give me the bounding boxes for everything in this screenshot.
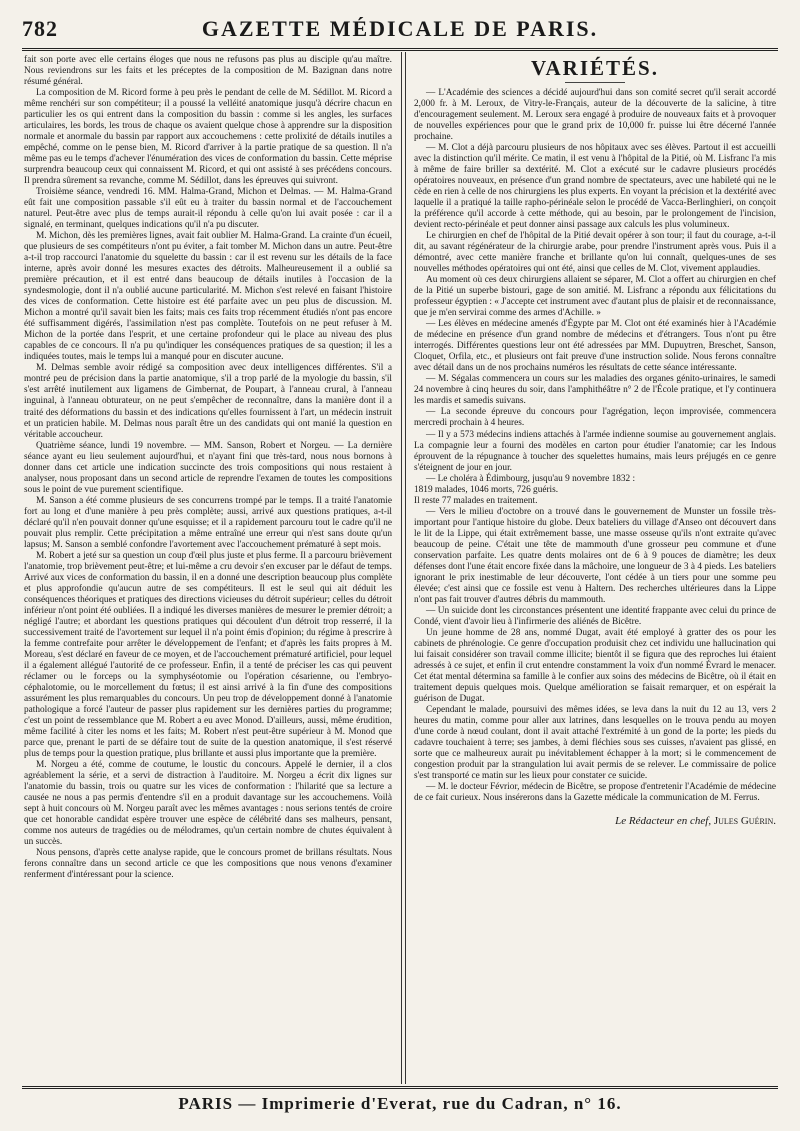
news-item: — L'Académie des sciences a décidé aujourd'hui dans son comité secret qu'il serait accordé 2,000 fr. à M. Leroux, de Vitry-le-Français, auteur de la découverte de la salicine, à titre d'encouragement seulement. M. Leroux sera engagé à produire de nouveaux faits et à provoquer de nouvelles expériences pour que le grand prix de 10,000 fr. puisse lui être décerné l'année prochaine.	[414, 88, 776, 143]
running-title: GAZETTE MÉDICALE DE PARIS.	[201, 16, 599, 41]
paragraph: M. Michon, dès les premières lignes, avait fait oublier M. Halma-Grand. La crainte d'un écueil, que plusieurs de ses compétiteurs n'ont pu éviter, a fait tomber M. Michon dans un autre. Peut-être a-t-il trop raccourci l'anatomie du squelette du bassin : car il est revenu sur les détails de la face interne, après avoir donné les mesures exactes des détroits. Malheureusement il a oublié sa première précaution, et il est entré dans beaucoup de détails inutiles à l'occasion de la syndesmologie, dont il n'a oublié aucune particularité. M. Michon s'est relevé en faisant l'histoire des vices de conformation. Cette histoire est été parfaite avec un peu plus de discussion. M. Michon a montré qu'il savait bien les faits; mais ces faits trop récemment étudiés n'ont pas encore été suffisamment digérés, l'assimilation n'est pas complète. Toutefois on ne peut refuser à M. Michon de la portée dans l'esprit, et une certaine profondeur qui le place au niveau des plus capables de ce concours. Il n'a pu qu'indiquer les conséquences pratiques de sa question; il les a indiquées toutes, mais le temps lui a manqué pour en discuter aucune.	[24, 231, 392, 363]
left-column	[24, 55, 392, 1081]
paragraph: M. Norgeu a été, comme de coutume, le loustic du concours. Appelé le dernier, il a clos agréablement la série, et a servi de distraction à l'auditoire. M. Norgeu a écrit dix lignes sur l'anatomie du bassin, trois ou quatre sur les vices de conformation : l'hilarité que sa lecture a causée ne nous a pas permis d'entendre s'il en a produit davantage sur les accouchemens. Voilà sept à huit concours où M. Norgeu paraît avec les mêmes avantages : nous serions tentés de croire que cet honorable candidat espère trouver une espèce de célébrité dans ses malheurs, pensant, comme nos auteurs de tragédies ou de mélodrames, qu'un certain nombre de chutes équivalent à un succès.	[24, 760, 392, 848]
cholera-stats-line: 1819 malades, 1046 morts, 726 guéris.	[414, 484, 559, 495]
news-item: — Vers le milieu d'octobre on a trouvé dans le gouvernement de Munster un fossile très-important pour l'antique histoire du globe. Deux bateliers du village d'Anseo ont découvert dans le lit de la Lippe, qui était extrêmement basse, une masse osseuse qu'ils n'ont extraite qu'avec beaucoup de peine. C'était une tête de mammouth d'une grosseur peu commune et d'une conservation parfaite. Les quatre dents molaires ont de 6 à 9 pouces de diamètre; les deux défenses dont l'une était encore fixée dans la mâchoire, une longueur de 3 à 4 pieds. Les bateliers ignorant le prix inestimable de leur découverte, l'ont cédée à un tiers pour une somme peu élevée; c'est ainsi que ce fossile est venu à Haltern. Des recherches ultérieures dans la Lippe n'ont pas fait trouver d'autres débris du mammouth.	[414, 506, 776, 605]
news-item: — Un suicide dont les circonstances présentent une identité frappante avec celui du prince de Condé, vient d'avoir lieu à l'infirmerie des aliénés de Bicêtre.	[414, 605, 776, 627]
news-item: Au moment où ces deux chirurgiens allaient se séparer, M. Clot a offert au chirurgien en chef de la Pitié un superbe bistouri, gage de son amitié. M. Lisfranc a répondu aux félicitations du professeur égyptien : « J'accepte cet instrument avec d'autant plus de plaisir et de reconnaissance, que je m'en servirai comme des armes d'Achille. »	[414, 275, 776, 319]
paragraph: fait son porte avec elle certains éloges que nous ne refusons pas plus au disciple qu'au maître. Nous reviendrons sur les faits et les préceptes de la composition de M. Bazignan dans notre résumé général.	[24, 55, 392, 88]
page-header	[22, 16, 778, 44]
news-item: — M. Ségalas commencera un cours sur les maladies des organes génito-urinaires, le samedi 24 novembre à cinq heures du soir, dans l'amphithéâtre n° 2 de l'École pratique, et l'y continuera les mardis et samedis suivans.	[414, 374, 776, 407]
news-item: Cependant le malade, poursuivi des mêmes idées, se leva dans la nuit du 12 au 13, vers 2 heures du matin, comme pour aller aux latrines, dans lesquelles on le trouva pendu au moyen d'une corde à nœud coulant, dont il avait attaché l'extrémité à un gond de la porte; les pieds du cadavre touchaient à terre; ses jambes, à demi fléchies sous ses cuisses, n'avaient pas glissé, en sorte que ce malheureux aurait pu inévitablement échapper à la mort; si le commencement de congestion produit par la strangulation lui avait permis de se relever. Le commissaire de police s'est transporté ce matin sur les lieux pour constater ce suicide.	[414, 704, 776, 781]
paragraph: Quatrième séance, lundi 19 novembre. — MM. Sanson, Robert et Norgeu. — La dernière séance ayant eu lieu seulement aujourd'hui, et n'ayant fini que très-tard, nous nous bornons à donner dans cet article une indication succincte des trois compositions qui nous restaient à analyser, nous proposant dans un second article de reprendre l'examen de toutes les compositions sous le point de vue purement scientifique.	[24, 440, 392, 495]
paragraph: M. Robert a jeté sur sa question un coup d'œil plus juste et plus ferme. Il a parcouru brièvement l'anatomie, trop brièvement peut-être; et lui-même a cru devoir s'en excuser par le défaut de temps. Arrivé aux vices de conformation du bassin, il en a donné une description beaucoup plus complète et plus approfondie qu'aucun autre de ses compétiteurs. Il est le seul qui ait déduit les conséquences théoriques et pratiques des directions vicieuses du détroit supérieur; celles du détroit inférieur n'ont point été oubliées. Il a indiqué les diverses manières de mesurer le premier détroit; a négligé l'autre; et abordant les questions pratiques qui découlent d'un détroit trop resserré, il la successivement traité de l'avortement sur lequel il n'a point émis d'opinion; du régime à prescrire à la femme contrefaite pour arrêter le développement de l'enfant; et d'après les faits propres à M. Moreau, s'est déclaré en faveur de ce moyen, et de l'accouchement prématuré artificiel, pour lequel il a également allégué l'autorité de ce professeur. Enfin, il a tenté de préciser les cas qui peuvent réclamer ou le forceps ou la symphyséotomie ou l'opération césarienne, ou l'embryo-céphalotomie, ou le morcellement du fœtus; il est ainsi arrivé à la fin d'une des compositions assurément les plus remarquables du concours. Un peu trop de développement donné à l'anatomie pathologique a forcé l'auteur de passer plus rapidement sur les dernières parties du programme; c'est un point de ressemblance que M. Robert a eu avec Monod. D'ailleurs, aussi, même érudition, même facilité à citer les noms et les faits; M. Robert n'est peut-être supérieur à M. Monod que parce que, prenant le parti de se défaire tout de suite de la question anatomique, il s'est réservé plus de temps pour la question pratique, plus brillante et aussi plus importante que la première.	[24, 550, 392, 759]
news-item: — M. le docteur Févrior, médecin de Bicêtre, se propose d'entretenir l'Académie de médecine de ce fait curieux. Nous insérerons dans la Gazette médicale la communication de M. Ferrus.	[414, 782, 776, 804]
column-divider	[401, 52, 406, 1084]
footer-rule	[22, 1086, 778, 1089]
news-item: — Les élèves en médecine amenés d'Égypte par M. Clot ont été examinés hier à l'Académie de médecine en présence d'un grand nombre de médecins et d'étrangers. Tous n'ont pu être interrogés. Différentes questions leur ont été adressées par MM. Dupuytren, Breschet, Sanson, Cloquet, Orfila, etc., et plusieurs ont fait preuve d'une instruction solide. Nous ferons connaître avec détail dans un de nos prochains numéros les résultats de cette séance intéressante.	[414, 319, 776, 374]
paragraph: M. Delmas semble avoir rédigé sa composition avec deux intelligences différentes. S'il a montré peu de précision dans la partie anatomique, s'il a trop parlé de la myologie du bassin, s'il s'est arrêté inutilement aux ligamens de Gimbernat, de Poupart, à l'anneau crural, à l'anneau inguinal, à l'anneau obturateur, on ne peut s'empêcher de reconnaître, dans la manière dont il a traité des déformations du bassin et des indications qu'elles fournissent à l'art, un médecin instruit et un praticien habile. M. Delmas nous paraît être un des candidats qui ont manié la question en véritable accoucheur.	[24, 363, 392, 440]
paragraph: Nous pensons, d'après cette analyse rapide, que le concours promet de brillans résultats. Nous ferons connaître dans un second article ce que les compositions que nous venons d'examiner renferment d'intéressant pour la science.	[24, 848, 392, 881]
section-title: VARIÉTÉS.	[531, 56, 659, 80]
news-item: — Le choléra à Édimbourg, jusqu'au 9 novembre 1832 :	[426, 473, 636, 484]
paragraph: M. Sanson a été comme plusieurs de ses concurrens trompé par le temps. Il a traité l'anatomie fort au long et d'une manière à peu près complète; aussi, arrivé aux questions pratiques, a-t-il déclaré qu'il n'en pouvait donner qu'une esquisse; et il a rapidement parcouru tout le cadre qu'il ne pouvait plus remplir. Cette précipitation a même entraîné une erreur qui n'est sans doute qu'un lapsus; M. Sanson a semblé confondre l'avortement avec l'accouchement prématuré à sept mois.	[24, 495, 392, 550]
editor-signature	[414, 816, 776, 827]
signature-name: Jules Guérin.	[713, 815, 776, 828]
news-item: Un jeune homme de 28 ans, nommé Dugat, avait été employé à gratter des os pour les cabinets de phrénologie. Ce genre d'occupation produisit chez cet individu une hallucination qui lui faisait considérer son travail comme illicite; bientôt il se figura que des reproches lui étaient adressés à ce sujet, et enfin il crut entendre constamment la voix d'un nommé Évrard le menacer. Cet état mental détermina sa famille à le confier aux soins des médecins de Bicêtre, où il était en traitement depuis quelques mois. Quelque amélioration se faisait remarquer, et on espérait la guérison de Dugat.	[414, 627, 776, 704]
cholera-stats-line: Il reste 77 malades en traitement.	[414, 495, 538, 506]
news-item: — M. Clot a déjà parcouru plusieurs de nos hôpitaux avec ses élèves. Partout il est accueilli avec la distinction qu'il mérite. Ce matin, il est venu à l'hôpital de la Pitié, où M. Lisfranc l'a mis à même de faire briller sa dextérité. M. Clot a exécuté sur le cadavre plusieurs procédés opératoires nouveaux, en présence d'un grand nombre de spectateurs, avec une habileté qui ne le cède en rien à celle de nos chirurgiens les plus experts. En voyant la précision et la dextérité avec laquelle il a pratiqué la taille rapho-périnéale selon le procédé de Vacca-Berlinghieri, on conçoit la préférence qu'il accorde à cette méthode, qui au besoin, par le prolongement de l'incision, devient recto-périnéale et peut donner ainsi passage aux calculs les plus volumineux.	[414, 143, 776, 231]
paragraph: Troisième séance, vendredi 16. MM. Halma-Grand, Michon et Delmas. — M. Halma-Grand eût fait une composition passable s'il eût eu à traiter du bassin normal et de l'accouchement naturel. Peut-être avec plus de temps aurait-il répondu à celle qu'on lui avait posée : car il a signalé, en terminant, quelques indications qu'il n'a pu discuter.	[24, 187, 392, 231]
header-rule	[22, 48, 778, 51]
signature-prefix: Le Rédacteur en chef,	[615, 815, 712, 828]
news-item: — La seconde épreuve du concours pour l'agrégation, leçon improvisée, commencera mercredi prochain à 4 heures.	[414, 407, 776, 429]
news-item: — Il y a 573 médecins indiens attachés à l'armée indienne soumise au gouvernement anglais. La compagnie leur a fourni des modèles en carton pour étudier l'anatomie; car les Indous éprouvent de la répugnance à toucher des squelettes humains, mais leurs préjugés en ce genre s'éteignent de jour en jour.	[414, 429, 776, 473]
page-number: 782	[22, 16, 58, 41]
paragraph: La composition de M. Ricord forme à peu près le pendant de celle de M. Sédillot. M. Ricord a même renchéri sur son compétiteur; il a poussé la velléité anatomique jusqu'à décrire chacun en particulier les os qui entrent dans la composition du bassin : comme si les angles, les surfaces articulaires, les bords, les trous de chaque os avaient quelque chose à apprendre sur la disposition normale et anormale du bassin par rapport aux accouchemens : cette prolixité de détails inutiles a empêché, comme on le pense bien, M. Ricord d'arriver à la partie pratique de sa question. Il n'a même pas eu le temps d'achever l'énumération des vices de conformation du bassin. Cette méprise surprendra beaucoup ceux qui connaissent M. Ricord, et qui ont assisté à ses précédens concours. Il prendra sûrement sa revanche, comme M. Sédillot, dans les épreuves qui suivront.	[24, 88, 392, 187]
printer-imprint: PARIS — Imprimerie d'Everat, rue du Cadran, n° 16.	[178, 1094, 622, 1113]
right-column	[414, 55, 776, 1081]
news-item: Le chirurgien en chef de l'hôpital de la Pitié devait opérer à son tour; il faut du courage, a-t-il dit, au savant régénérateur de la chirurgie arabe, pour prendre l'instrument après vous. Puis il a démontré, avec cette manière franche et brillante qu'on lui connaît, quelques-unes de ses nouvelles méthodes opératoires qui ont été, ainsi que celles de M. Clot, vivement applaudies.	[414, 231, 776, 275]
separator	[565, 82, 625, 83]
